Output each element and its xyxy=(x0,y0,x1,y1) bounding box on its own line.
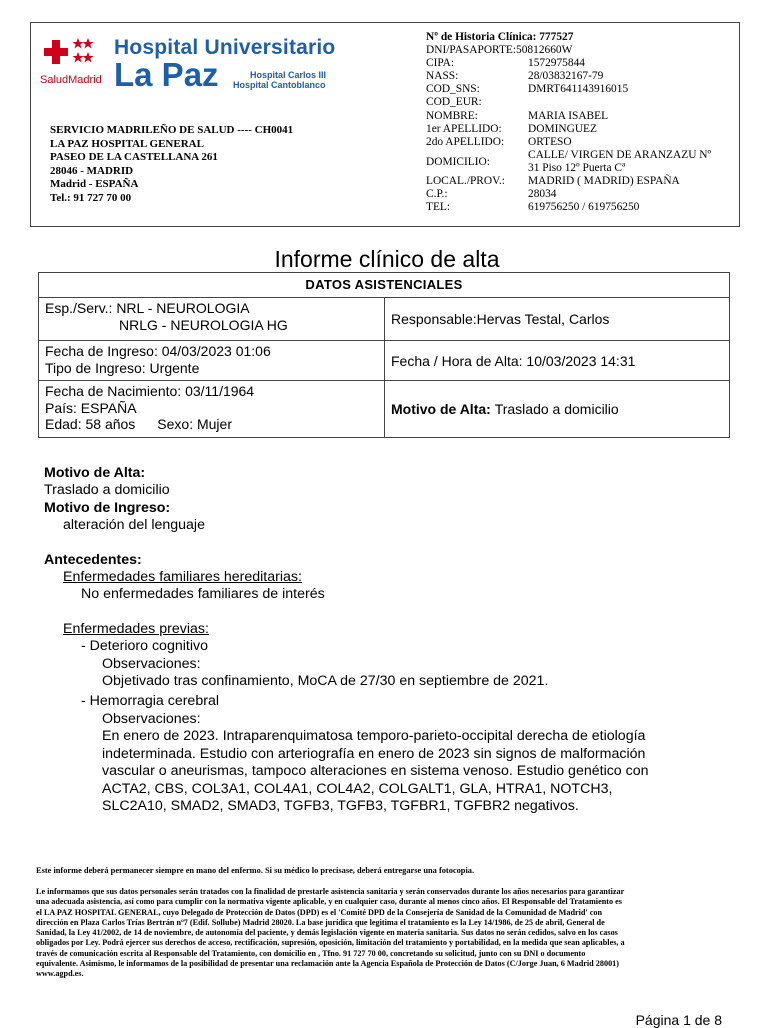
report-body xyxy=(44,465,649,815)
logo-right1: Hospital Carlos III xyxy=(250,70,327,80)
institution-line: Tel.: 91 727 70 00 xyxy=(50,191,132,204)
sexo: Sexo: Mujer xyxy=(157,416,232,432)
report-title: Informe clínico de alta xyxy=(274,246,500,272)
institution-line: LA PAZ HOSPITAL GENERAL xyxy=(50,137,204,150)
fecha-ingreso: Fecha de Ingreso: 04/03/2023 01:06 xyxy=(45,343,271,359)
patient-field-key: COD_SNS: xyxy=(426,83,480,96)
patient-field-row xyxy=(426,96,573,109)
patient-field-row xyxy=(426,174,680,188)
legal-line: Sanidad, la Ley 41/2002, de 14 de noviembre, de autonomía del paciente, y demás legislación vigente en materia sanitaria. Sus datos no serán cedidos, salvo en los casos xyxy=(36,928,618,938)
motivo-alta-heading: Motivo de Alta: xyxy=(44,465,146,481)
patient-field-key: CIPA: xyxy=(426,57,455,70)
patient-field-key: NASS: xyxy=(426,70,459,83)
legal-line: el LA PAZ HOSPITAL GENERAL, cuyo Delegado de Protección de Datos (DPD) es el 'Comité DPD de la Consejería de Sanidad de la Comunidad de Madrid' con xyxy=(36,907,603,917)
patient-field-row xyxy=(426,188,573,201)
patient-field-value xyxy=(528,149,711,175)
patient-field-value: MADRID ( MADRID) ESPAÑA xyxy=(528,174,680,187)
patient-field-key: TEL: xyxy=(426,201,451,214)
edad-sexo xyxy=(45,416,378,433)
legal-line: Le informamos que sus datos personales serán tratados con la finalidad de prestarle asistencia sanitaria y serán conservados durante los años necesarios para garantizar xyxy=(36,887,625,896)
patient-field-row xyxy=(426,109,609,123)
motivo-ingreso-text: alteración del lenguaje xyxy=(63,517,205,534)
fecha-nacimiento: Fecha de Nacimiento: 03/11/1964 xyxy=(45,383,255,399)
patient-field-value: MARIA ISABEL xyxy=(528,109,609,122)
patient-field-key: NOMBRE: xyxy=(426,109,478,122)
patient-domicilio-row xyxy=(426,148,712,175)
edad: Edad: 58 años xyxy=(45,416,136,432)
domicilio-line2: 31 Piso 12º Puerta Cª xyxy=(528,161,626,174)
patient-field-value: ORTESO xyxy=(528,135,572,148)
observaciones-line: SLC2A10, SMAD2, SMAD3, TGFB3, TGFB3, TGFBR1, TGFBR2 negativos. xyxy=(102,797,579,814)
patient-field-value: 619756250 / 619756250 xyxy=(528,201,640,214)
patient-field-row xyxy=(426,57,585,70)
motivo-alta-value: Traslado a domicilio xyxy=(494,401,619,417)
patient-field-row xyxy=(426,136,573,149)
patient-field-value: DMRT641143916015 xyxy=(528,83,629,96)
logo-right2: Hospital Cantoblanco xyxy=(233,80,326,90)
patient-field-key: C.P.: xyxy=(426,187,448,200)
antecedentes-heading: Antecedentes: xyxy=(44,551,142,568)
table-cell xyxy=(39,341,385,380)
previa-item: - Hemorragia cerebral xyxy=(81,693,219,710)
table-row xyxy=(39,381,729,437)
observaciones-line: ACTA2, CBS, COL3A1, COL4A1, COL4A2, COLGALT1, GLA, HTRA1, NOTCH3, xyxy=(102,780,613,797)
observaciones-label: Observaciones: xyxy=(102,710,201,727)
patient-field-key: 1er APELLIDO: xyxy=(426,122,502,135)
observaciones-label: Observaciones: xyxy=(102,655,201,672)
legal-line: www.agpd.es. xyxy=(36,969,84,979)
previa-item: - Deterioro cognitivo xyxy=(81,638,208,655)
pais: País: ESPAÑA xyxy=(45,399,137,416)
table-cell xyxy=(39,298,385,340)
institution-address xyxy=(50,124,293,206)
logo-line2: La Paz xyxy=(114,56,219,93)
motivo-ingreso-heading: Motivo de Ingreso: xyxy=(44,499,171,516)
observaciones-text: Objetivado tras confinamiento, MoCA de 27/30 en septiembre de 2021. xyxy=(102,673,549,690)
legal-line: equivalente. Asimismo, le informamos de la posibilidad de presentar una reclamación ante la Agencia Española de Protección de Datos (C/Jorge Juan, 6 Madrid 28001) xyxy=(36,959,619,969)
page-number: Página 1 de 8 xyxy=(635,1012,722,1028)
observaciones-line: En enero de 2023. Intraparenquimatosa temporo-parieto-occipital derecha de etiología xyxy=(102,728,646,745)
patient-data xyxy=(426,31,712,214)
observaciones-line: indeterminada. Estudio con arteriografía en enero de 2023 sin signos de malformación xyxy=(102,745,646,762)
historia-clinica: Nº de Historia Clínica: 777527 xyxy=(426,31,574,43)
patient-field-value: 1572975844 xyxy=(528,57,585,70)
domicilio-line1: CALLE/ VIRGEN DE ARANZAZU Nº xyxy=(528,148,712,161)
patient-field-row xyxy=(426,122,597,136)
patient-field-key: DOMICILIO: xyxy=(426,155,490,168)
patient-field-value: 28034 xyxy=(528,187,557,200)
institution-line: Madrid - ESPAÑA xyxy=(50,178,139,191)
table-header: DATOS ASISTENCIALES xyxy=(39,273,729,298)
patient-field-row xyxy=(426,83,629,96)
dni-pasaporte: DNI/PASAPORTE:50812660W xyxy=(426,44,573,57)
institution-line: 28046 - MADRID xyxy=(50,164,134,177)
table-cell xyxy=(385,381,729,437)
legal-notice xyxy=(36,887,736,980)
legal-line: obligados por Ley. Podrá ejercer sus derechos de acceso, rectificación, supresión, oposición, limitación del tratamiento y portabilidad, en la medida que sean aplicables, a xyxy=(36,938,625,948)
table-cell xyxy=(39,381,385,437)
familiares-text: No enfermedades familiares de interés xyxy=(81,586,325,603)
legal-line: través de comunicación escrita al Responsable del Tratamiento, con domicilio en , Tfno. 91 727 70 00, concretando su solicitud, junto con su DNI o documento xyxy=(36,948,586,958)
servicio-line1: Esp./Serv.: NRL - NEUROLOGIA xyxy=(45,300,250,316)
motivo-alta-text: Traslado a domicilio xyxy=(44,482,170,499)
patient-field-value: 28/03832167-79 xyxy=(528,70,604,83)
observaciones-line: vascular o aneurismas, tampoco alteraciones en sistema venoso. Estudio genético con xyxy=(102,763,649,780)
previas-heading: Enfermedades previas: xyxy=(63,620,209,637)
legal-line: dirección en Plaza Carlos Trías Bertrán nº7 (Edif. Sollube) Madrid 28020. La base jurídica que legitima el tratamiento es la Ley 14/1986, de 25 de abril, General de xyxy=(36,917,605,927)
patient-field-row xyxy=(426,201,640,214)
servicio-line2: NRLG - NEUROLOGIA HG xyxy=(119,316,288,333)
hospital-logo xyxy=(38,32,338,94)
patient-field-key: LOCAL./PROV.: xyxy=(426,174,505,187)
tipo-ingreso: Tipo de Ingreso: Urgente xyxy=(45,359,200,376)
patient-field-value: DOMINGUEZ xyxy=(528,122,597,135)
institution-line: SERVICIO MADRILEÑO DE SALUD ---- CH0041 xyxy=(50,124,294,136)
legal-line: una adecuada asistencia, así como para cumplir con la normativa vigente aplicable, y en cualquier caso, durante al menos cinco años. El Responsable del Tratamiento es xyxy=(36,897,622,907)
datos-asistenciales-table xyxy=(38,272,730,438)
institution-line: PASEO DE LA CASTELLANA 261 xyxy=(50,151,218,164)
familiares-heading: Enfermedades familiares hereditarias: xyxy=(63,569,302,586)
responsable: Responsable:Hervas Testal, Carlos xyxy=(391,311,610,327)
logo-subtitle: SaludMadrid xyxy=(40,74,102,86)
logo-line1: Hospital Universitario xyxy=(114,36,336,59)
motivo-alta-label: Motivo de Alta: xyxy=(391,401,491,417)
table-row xyxy=(39,341,729,381)
photocopy-notice: Este informe deberá permanecer siempre en mano del enfermo. Si su médico lo precisase, deberá entregarse una fotocopia. xyxy=(36,866,475,875)
patient-field-key: COD_EUR: xyxy=(426,96,482,109)
table-row xyxy=(39,298,729,341)
madrid-health-emblem-icon xyxy=(40,34,94,72)
patient-field-key: 2do APELLIDO: xyxy=(426,135,505,148)
patient-field-row xyxy=(426,70,604,83)
fecha-alta: Fecha / Hora de Alta: 10/03/2023 14:31 xyxy=(391,352,636,369)
